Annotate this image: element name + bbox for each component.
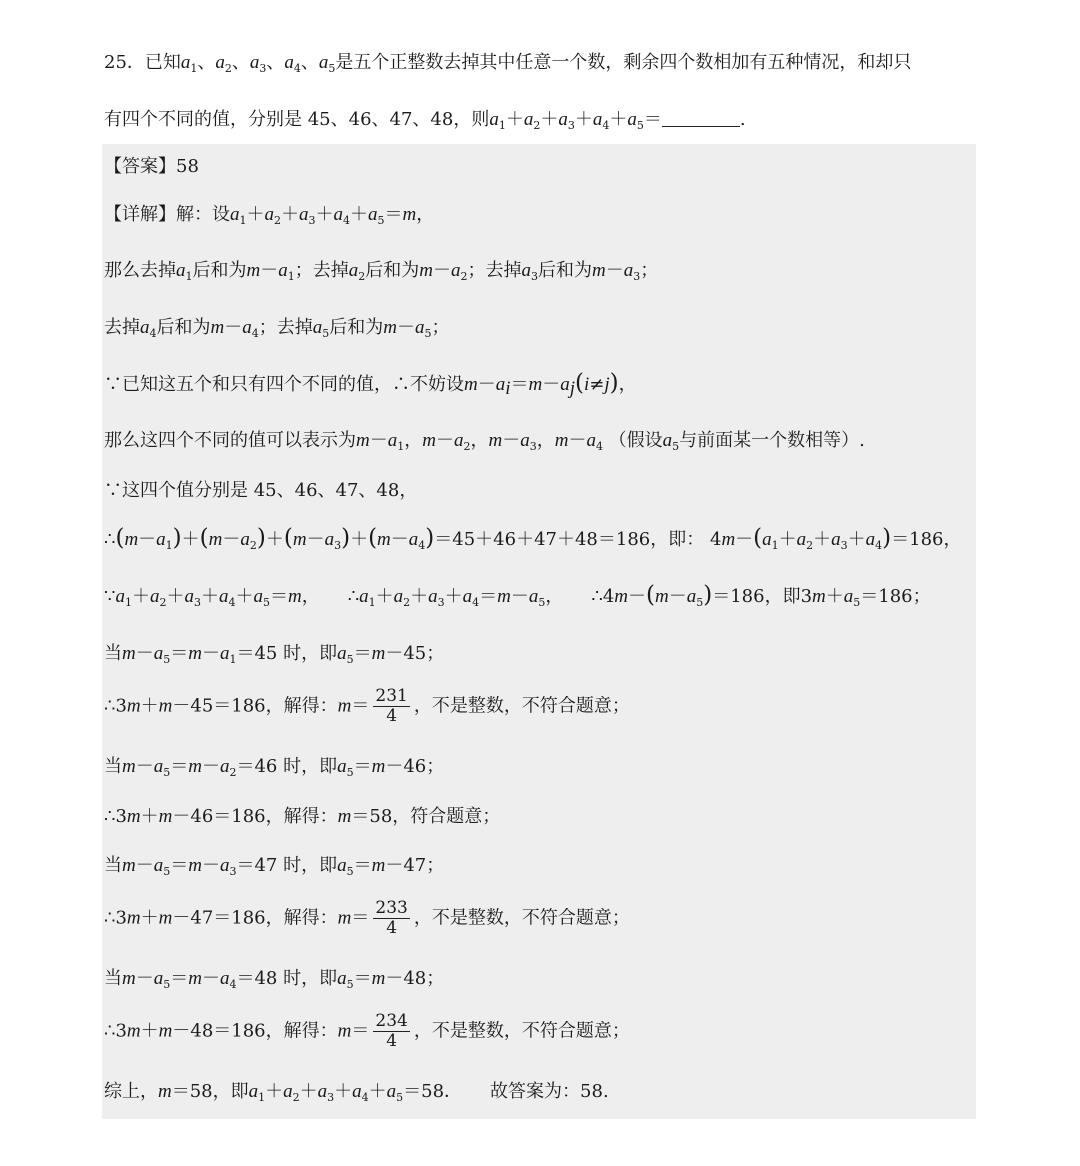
question-text: 是五个正整数去掉其中任意一个数，剩余四个数相加有五种情况，和却只 — [335, 52, 912, 73]
detail-line-3: 去掉$a_4$后和为$m-a_4$；去掉$a_5$后和为$m-a_5$； — [104, 317, 450, 340]
case-45-condition: 当$m-a_5=m-a_1=45$ 时，即$a_5=m-45$； — [104, 643, 445, 666]
case-48-solve: ∴3m＋m－48＝186，解得：m＝ $\frac{234}{4}$ ，不是整数，不符合题意； — [104, 1011, 630, 1051]
case-48-condition: 当$m-a_5=m-a_4=48$ 时，即$a_5=m-48$； — [104, 968, 445, 991]
detail-line-5: 那么这四个不同的值可以表示为$m-a_1$，$m-a_2$，$m-a_3$，$m-a_4$ （假设$a_5$与前面某一个数相等）. — [104, 430, 865, 453]
answer-value: 58 — [176, 156, 199, 177]
detail-label: 【详解】 — [104, 204, 176, 225]
question-number: 25． — [104, 52, 145, 73]
fraction: $\frac{231}{4}$ — [375, 686, 408, 726]
detail-line-4: ∵已知这五个和只有四个不同的值，∴不妨设$m-a_i=m-a_j(i\ne j)$， — [104, 370, 637, 399]
case-46-condition: 当$m-a_5=m-a_2=46$ 时，即$a_5=m-46$； — [104, 756, 445, 779]
question-text: 已知 — [144, 52, 181, 73]
question-text: 有四个不同的值，分别是 45、46、47、48，则 — [104, 109, 490, 130]
summary-line: 综上，m＝58，即$a_1+a_2+a_3+a_4+a_5=58$． 故答案为：58. — [104, 1081, 609, 1104]
fraction: $\frac{234}{4}$ — [375, 1011, 408, 1051]
case-47-solve: ∴3m＋m－47＝186，解得：m＝ $\frac{233}{4}$ ，不是整数，不符合题意； — [104, 898, 630, 938]
detail-line-8: $\because a_1+a_2+a_3+a_4+a_5=m$， $\therefore a_1+a_2+a_3+a_4=m-a_5$， $\therefore 4m-(m-a_5)=186$，即$3m+a_5=186$； — [104, 582, 931, 609]
answer-label: 【答案】 — [104, 156, 176, 177]
question-line-1: 25．已知$a_1$、$a_2$、$a_3$、$a_4$、$a_5$是五个正整数去掉其中任意一个数，剩余四个数相加有五种情况，和却只 — [104, 52, 912, 75]
answer-blank — [662, 108, 740, 127]
fraction: $\frac{233}{4}$ — [375, 898, 408, 938]
detail-line-7: $\therefore(m-a_1)+(m-a_2)+(m-a_3)+(m-a_4)=45+46+47+48=186$，即： $4m-(a_1+a_2+a_3+a_4)=186$， — [104, 525, 962, 552]
case-45-solve: ∴3m＋m－45＝186，解得：m＝ $\frac{231}{4}$ ，不是整数，不符合题意； — [104, 686, 630, 726]
case-46-solve: ∴3m＋m－46＝186，解得：m＝58，符合题意； — [104, 806, 501, 827]
detail-line-2: 那么去掉$a_1$后和为$m-a_1$；去掉$a_2$后和为$m-a_2$；去掉$a_3$后和为$m-a_3$； — [104, 260, 659, 283]
detail-line-1: 【详解】解：设$a_1+a_2+a_3+a_4+a_5=m$， — [104, 204, 435, 227]
case-47-condition: 当$m-a_5=m-a_3=47$ 时，即$a_5=m-47$； — [104, 855, 445, 878]
question-line-2: 有四个不同的值，分别是 45、46、47、48，则$a_1+a_2+a_3+a_4+a_5=$ . — [104, 109, 746, 132]
answer-line — [104, 154, 199, 180]
final-answer: 故答案为：58. — [490, 1081, 609, 1102]
detail-line-6: ∵这四个值分别是 45、46、47、48， — [104, 480, 418, 501]
